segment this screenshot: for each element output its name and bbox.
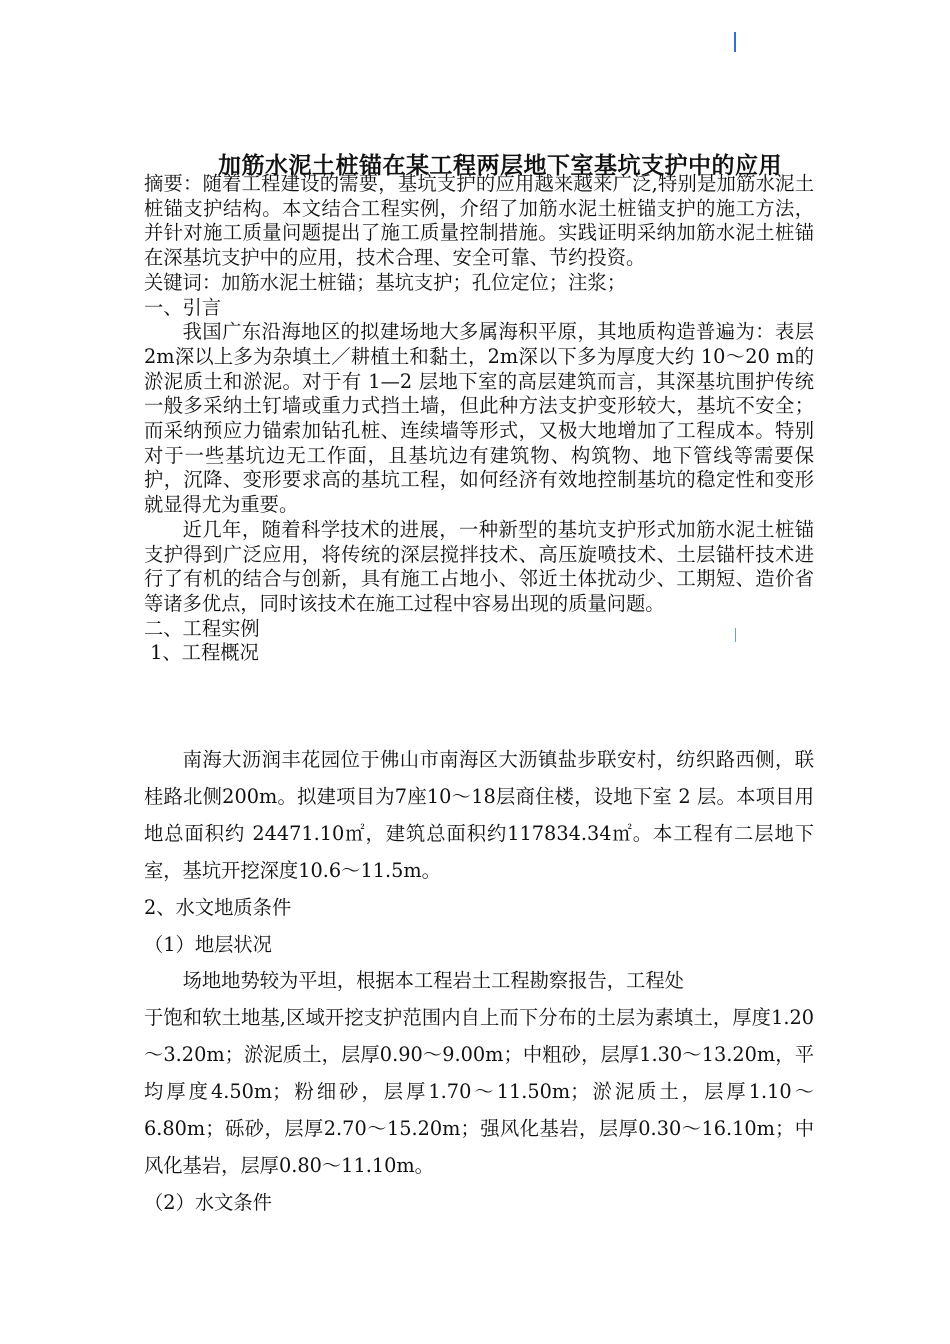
strata-paragraph: 于饱和软土地基,区域开挖支护范围内自上而下分布的土层为素填土，厚度1.20～3.20m；淤泥质土，层厚0.90～9.00m；中粗砂，层厚1.30～13.20m，平均厚度4.50m；粉细砂，层厚1.70～11.50m；淤泥质土，层厚1.10～6.80m；砾砂，层厚2.70～15.20m；强风化基岩，层厚0.30～16.10m；中风化基岩，层厚0.80～11.10m。 — [144, 1006, 814, 1177]
section-1-heading: 一、引言 — [144, 295, 222, 319]
section-1-paragraph-1: 我国广东沿海地区的拟建场地大多属海积平原，其地质构造普遍为：表层2m深以上多为杂填土／耕植土和黏土，2m深以下多为厚度大约 10～20 m的淤泥质土和淤泥。对于有 1—2 层地下室的高层建筑而言，其深基坑围护传统一般多采纳土钉墙或重力式挡土墙，但此种方法支护变形较大，基坑不安全；而采纳预应力锚索加钻孔桩、连续墙等形式，又极大地增加了工程成本。特别对于一些基坑边无工作面，且基坑边有建筑物、构筑物、地下管线等需要保护，沉降、变形要求高的基坑工程，如何经济有效地控制基坑的稳定性和变形就显得尤为重要。 — [144, 320, 814, 517]
project-overview-paragraph: 南海大沥润丰花园位于佛山市南海区大沥镇盐步联安村，纺织路西侧，联桂路北侧200m。拟建项目为7座10～18层商住楼，设地下室 2 层。本项目用地总面积约 24471.10㎡，建筑总面积约117834.34㎡。本工程有二层地下室，基坑开挖深度10.6～11.5m。 — [144, 748, 814, 882]
hydrology-heading: （2）水文条件 — [144, 1190, 272, 1214]
intro-block — [144, 172, 814, 666]
strata-first-line: 场地地势较为平坦，根据本工程岩土工程勘察报告，工程处 — [182, 969, 684, 993]
subsection-1-heading: 1、工程概况 — [144, 641, 259, 665]
abstract: 摘要：随着工程建设的需要，基坑支护的应用越来越来广泛,特别是加筋水泥土桩锚支护结构。本文结合工程实例，介绍了加筋水泥土桩锚支护的施工方法，并针对施工质量问题提出了施工质量控制措施。实践证明采纳加筋水泥土桩锚在深基坑支护中的应用，技术合理、安全可靠、节约投资。 — [144, 172, 814, 270]
document-title: 加筋水泥土桩锚在某工程两层地下室基坑支护中的应用 — [218, 153, 782, 180]
cursor-mark — [734, 32, 736, 52]
keywords: 关键词：加筋水泥土桩锚；基坑支护；孔位定位；注浆； — [144, 270, 627, 294]
section-1-paragraph-2: 近几年，随着科学技术的进展，一种新型的基坑支护形式加筋水泥土桩锚支护得到广泛应用，将传统的深层搅拌技术、高压旋喷技术、土层锚杆技术进行了有机的结合与创新，具有施工占地小、邻近土体扰动少、工期短、造价省等诸多优点，同时该技术在施工过程中容易出现的质量问题。 — [144, 517, 814, 615]
body-block — [144, 742, 814, 1222]
subsection-2-heading: 2、水文地质条件 — [144, 895, 292, 919]
strata-heading: （1）地层状况 — [144, 932, 272, 956]
section-2-heading: 二、工程实例 — [144, 616, 260, 640]
